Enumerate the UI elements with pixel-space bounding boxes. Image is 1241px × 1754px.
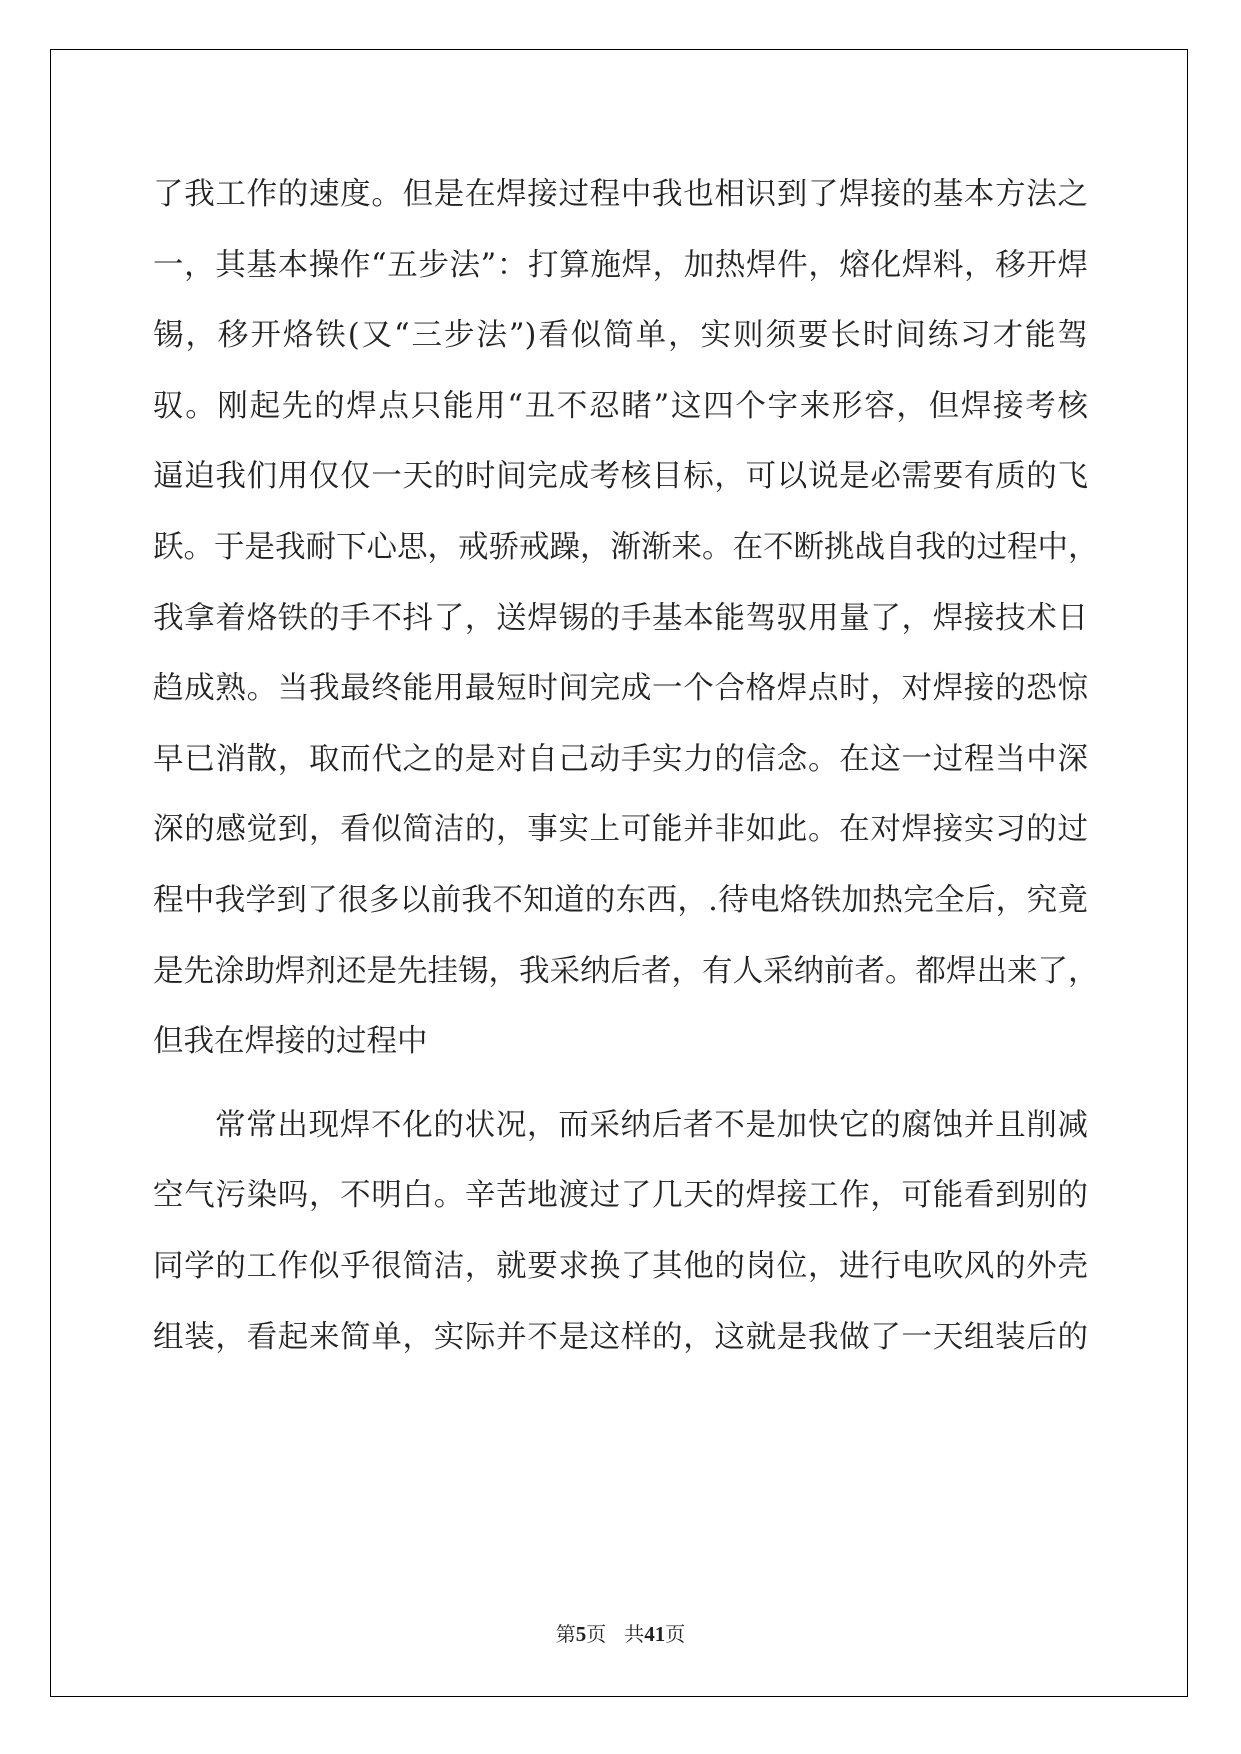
text-line: 了我工作的速度。但是在焊接过程中我也相识到了焊接的基本方法之 — [153, 177, 1088, 212]
text-line: 跃。于是我耐下心思，戒骄戒躁，渐渐来。在不断挑战自我的过程中， — [153, 529, 1099, 565]
text-line: 我拿着烙铁的手不抖了，送焊锡的手基本能驾驭用量了，焊接技术日 — [153, 600, 1088, 636]
page-suffix: 页 — [586, 1622, 607, 1646]
paragraph-2 — [153, 1091, 1088, 1373]
page-footer — [0, 1618, 1241, 1647]
paragraph-spacer — [153, 1078, 1088, 1091]
text-line: 程中我学到了很多以前我不知道的东西，.待电烙铁加热完全后，究竟 — [153, 882, 1088, 918]
current-page-number: 5 — [575, 1622, 587, 1646]
text-line: 早已消散，取而代之的是对自己动手实力的信念。在这一过程当中深 — [153, 741, 1088, 777]
text-line: 趋成熟。当我最终能用最短时间完成一个合格焊点时，对焊接的恐惊 — [153, 671, 1088, 707]
page-prefix: 第 — [555, 1622, 576, 1646]
document-body — [153, 160, 1099, 1373]
text-line: 组装，看起来简单，实际并不是这样的，这就是我做了一天组装后的 — [153, 1319, 1088, 1355]
text-line: 逼迫我们用仅仅一天的时间完成考核目标，可以说是必需要有质的飞 — [153, 459, 1088, 495]
text-line: 是先涂助焊剂还是先挂锡，我采纳后者，有人采纳前者。都焊出来了， — [153, 953, 1099, 989]
text-line: 深的感觉到，看似简洁的，事实上可能并非如此。在对焊接实习的过 — [153, 812, 1088, 848]
text-line: 常常出现焊不化的状况，而采纳后者不是加快它的腐蚀并且削减 — [215, 1107, 1088, 1143]
text-line: 空气污染吗，不明白。辛苦地渡过了几天的焊接工作，可能看到别的 — [153, 1178, 1088, 1214]
total-page-count: 41 — [644, 1622, 666, 1646]
text-line: 驭。刚起先的焊点只能用“丑不忍睹”这四个字来形容，但焊接考核 — [153, 388, 1088, 424]
total-prefix: 共 — [624, 1622, 645, 1646]
text-line: 锡，移开烙铁(又“三步法”)看似简单，实则须要长时间练习才能驾 — [153, 318, 1088, 354]
paragraph-1 — [153, 160, 1099, 1078]
text-line: 同学的工作似乎很简洁，就要求换了其他的岗位，进行电吹风的外壳 — [153, 1248, 1088, 1284]
total-suffix: 页 — [665, 1622, 686, 1646]
text-line: 但我在焊接的过程中 — [153, 1024, 428, 1060]
text-line: 一，其基本操作“五步法”：打算施焊，加热焊件，熔化焊料，移开焊 — [153, 247, 1088, 283]
